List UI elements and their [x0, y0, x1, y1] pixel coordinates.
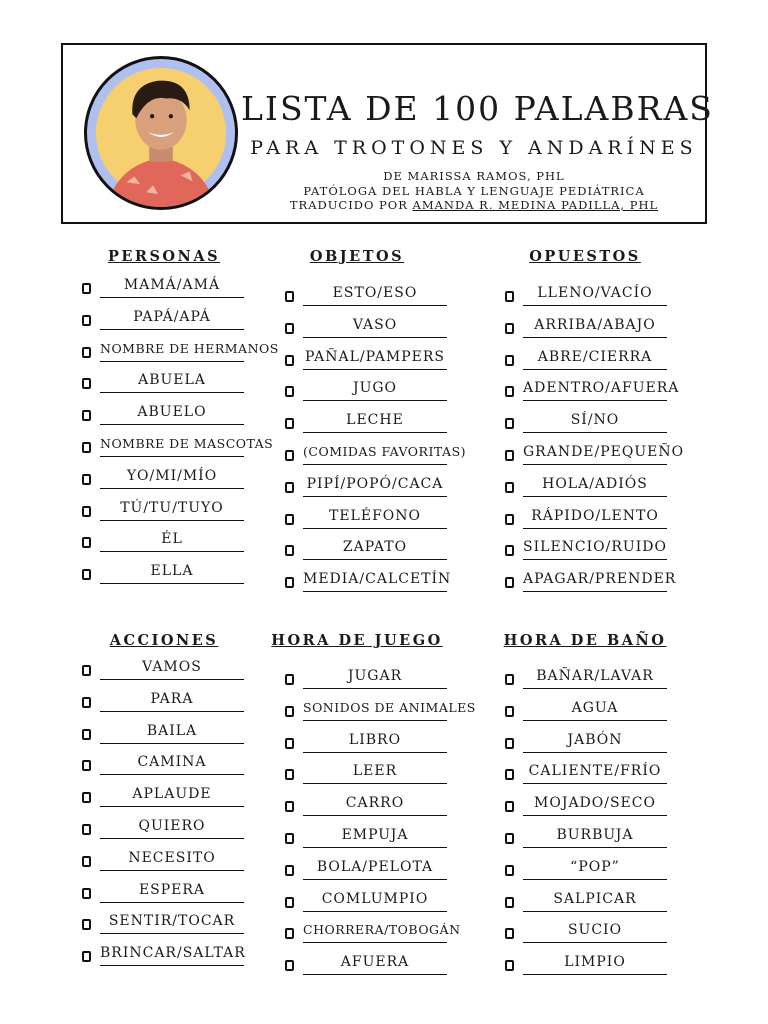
write-in-line [100, 743, 244, 744]
write-in-line [303, 752, 447, 753]
write-in-line [303, 815, 447, 816]
write-in-line [100, 392, 244, 393]
write-in-line [523, 688, 667, 689]
write-in-line [523, 337, 667, 338]
item-word: PAPÁ/APÁ [133, 308, 211, 325]
list-item [505, 762, 705, 786]
item-checkbox[interactable] [505, 291, 514, 302]
item-checkbox[interactable] [82, 856, 91, 867]
list-item [505, 699, 705, 723]
item-checkbox[interactable] [505, 674, 514, 685]
list-item [505, 826, 705, 850]
write-in-line [303, 879, 447, 880]
item-word: (COMIDAS FAVORITAS) [303, 444, 467, 459]
list-item [505, 507, 705, 531]
list-item [82, 785, 282, 809]
item-checkbox[interactable] [82, 824, 91, 835]
write-in-line [523, 432, 667, 433]
item-word: GRANDE/PEQUEÑO [523, 444, 685, 460]
item-word: SÍ/NO [570, 412, 620, 429]
list-item [505, 316, 705, 340]
section-title: HORA DE BAÑO [503, 632, 667, 649]
list-item [285, 538, 485, 562]
write-in-line [303, 942, 447, 943]
item-checkbox[interactable] [285, 514, 294, 525]
write-in-line [100, 965, 244, 966]
write-in-line [303, 432, 447, 433]
write-in-line [100, 583, 244, 584]
list-item [82, 753, 282, 777]
list-item [285, 316, 485, 340]
list-item [82, 817, 282, 841]
list-item [285, 667, 485, 691]
write-in-line [100, 774, 244, 775]
list-item [505, 953, 705, 977]
item-word: SUCIO [567, 922, 623, 939]
write-in-line [523, 496, 667, 497]
list-item [505, 411, 705, 435]
item-word: BOLA/PELOTA [316, 858, 434, 875]
write-in-line [523, 591, 667, 592]
item-word: AGUA [571, 699, 619, 716]
item-word: ÉL [161, 531, 183, 548]
list-item [505, 858, 705, 882]
item-checkbox[interactable] [82, 729, 91, 740]
item-word: JABÓN [567, 731, 623, 748]
item-checkbox[interactable] [82, 888, 91, 899]
list-item [82, 371, 282, 395]
item-checkbox[interactable] [285, 928, 294, 939]
list-item [285, 731, 485, 755]
item-checkbox[interactable] [82, 760, 91, 771]
list-item [285, 794, 485, 818]
item-checkbox[interactable] [285, 386, 294, 397]
write-in-line [100, 679, 244, 680]
item-word: LIBRO [348, 731, 402, 748]
item-checkbox[interactable] [285, 355, 294, 366]
list-item [285, 699, 485, 723]
write-in-line [303, 688, 447, 689]
section-title: PERSONAS [107, 248, 221, 265]
author-portrait-image [87, 59, 235, 207]
item-word: TÚ/TU/TUYO [120, 499, 224, 516]
list-item [505, 475, 705, 499]
list-item [82, 308, 282, 332]
item-checkbox[interactable] [82, 792, 91, 803]
item-word: CAMINA [137, 754, 207, 771]
item-word: COMLUMPIO [321, 890, 429, 907]
item-checkbox[interactable] [505, 355, 514, 366]
write-in-line [523, 815, 667, 816]
list-item [82, 722, 282, 746]
item-word: “POP” [570, 858, 620, 875]
item-word: SALPICAR [553, 890, 637, 907]
author-avatar [84, 56, 238, 210]
list-item [82, 690, 282, 714]
item-checkbox[interactable] [285, 897, 294, 908]
item-checkbox[interactable] [285, 833, 294, 844]
item-checkbox[interactable] [82, 569, 91, 580]
translator-link[interactable]: AMANDA R. MEDINA PADILLA, PHL [412, 198, 659, 212]
write-in-line [100, 488, 244, 489]
write-in-line [100, 711, 244, 712]
item-word: ARRIBA/ABAJO [534, 316, 656, 333]
item-checkbox[interactable] [285, 577, 294, 588]
list-item [285, 348, 485, 372]
author-line: DE MARISSA RAMOS, PHL [383, 169, 565, 183]
item-word: SENTIR/TOCAR [108, 913, 236, 930]
write-in-line [523, 847, 667, 848]
item-word: ZAPATO [342, 539, 408, 556]
item-word: PARA [150, 690, 194, 707]
write-in-line [523, 464, 667, 465]
item-checkbox[interactable] [285, 706, 294, 717]
write-in-line [303, 464, 447, 465]
list-item [505, 443, 705, 467]
item-checkbox[interactable] [82, 474, 91, 485]
item-word: BAÑAR/LAVAR [536, 668, 654, 684]
list-item [82, 435, 282, 459]
write-in-line [100, 329, 244, 330]
write-in-line [523, 974, 667, 975]
item-checkbox[interactable] [82, 378, 91, 389]
item-checkbox[interactable] [82, 919, 91, 930]
list-item [285, 570, 485, 594]
item-checkbox[interactable] [285, 769, 294, 780]
item-checkbox[interactable] [505, 769, 514, 780]
item-word: BURBUJA [556, 827, 634, 843]
write-in-line [303, 337, 447, 338]
item-word: ABUELO [137, 404, 207, 421]
write-in-line [303, 496, 447, 497]
item-checkbox[interactable] [285, 450, 294, 461]
item-word: LLENO/VACÍO [537, 285, 653, 301]
item-word: EMPUJA [341, 827, 409, 843]
write-in-line [303, 974, 447, 975]
item-checkbox[interactable] [505, 897, 514, 908]
list-item [505, 570, 705, 594]
item-word: BRINCAR/SALTAR [100, 945, 246, 962]
section-title: HORA DE JUEGO [271, 632, 443, 649]
section-title: ACCIONES [109, 632, 219, 649]
item-word: ESTO/ESO [332, 285, 418, 301]
item-checkbox[interactable] [505, 386, 514, 397]
write-in-line [100, 297, 244, 298]
write-in-line [100, 424, 244, 425]
item-checkbox[interactable] [285, 674, 294, 685]
item-checkbox[interactable] [285, 865, 294, 876]
write-in-line [523, 369, 667, 370]
item-checkbox[interactable] [82, 315, 91, 326]
item-word: LECHE [346, 412, 404, 429]
item-checkbox[interactable] [505, 450, 514, 461]
header-box [61, 43, 714, 224]
list-item [82, 276, 282, 300]
item-word: VAMOS [142, 659, 202, 675]
item-checkbox[interactable] [505, 482, 514, 493]
list-item [285, 443, 485, 467]
write-in-line [523, 879, 667, 880]
item-word: CHORRERA/TOBOGÁN [303, 922, 461, 938]
write-in-line [303, 783, 447, 784]
list-item [285, 890, 485, 914]
item-word: NECESITO [128, 849, 216, 866]
item-word: MOJADO/SECO [534, 795, 656, 812]
list-item [82, 881, 282, 905]
item-word: ELLA [150, 563, 194, 580]
list-item [505, 379, 705, 403]
item-checkbox[interactable] [505, 738, 514, 749]
item-checkbox[interactable] [505, 545, 514, 556]
list-item [285, 411, 485, 435]
list-item [285, 826, 485, 850]
list-item [82, 849, 282, 873]
item-word: PAÑAL/PAMPERS [305, 348, 445, 365]
list-item [82, 530, 282, 554]
item-word: CARRO [345, 795, 405, 812]
write-in-line [523, 720, 667, 721]
list-item [505, 731, 705, 755]
item-word: NOMBRE DE HERMANOS [100, 340, 279, 356]
write-in-line [523, 400, 667, 401]
item-word: APAGAR/PRENDER [523, 571, 677, 588]
list-item [82, 562, 282, 586]
translator-line [241, 198, 707, 212]
write-in-line [100, 361, 244, 362]
write-in-line [523, 911, 667, 912]
list-item [505, 890, 705, 914]
list-item [82, 658, 282, 682]
list-item [285, 953, 485, 977]
item-word: QUIERO [138, 818, 206, 834]
list-item [285, 858, 485, 882]
list-item [285, 284, 485, 308]
item-word: ABUELA [138, 372, 206, 389]
list-item [82, 403, 282, 427]
item-checkbox[interactable] [505, 418, 514, 429]
item-checkbox[interactable] [82, 697, 91, 708]
item-word: MAMÁ/AMÁ [123, 277, 221, 293]
item-checkbox[interactable] [285, 960, 294, 971]
section-title: OBJETOS [309, 248, 405, 265]
item-checkbox[interactable] [505, 801, 514, 812]
item-word: SILENCIO/RUIDO [523, 539, 667, 556]
write-in-line [303, 400, 447, 401]
list-item [285, 379, 485, 403]
translator-prefix: TRADUCIDO POR [289, 198, 413, 212]
item-checkbox[interactable] [285, 738, 294, 749]
list-item [505, 538, 705, 562]
item-word: SONIDOS DE ANIMALES [303, 699, 476, 715]
write-in-line [523, 752, 667, 753]
item-word: BAILA [146, 722, 198, 739]
list-item [285, 507, 485, 531]
item-word: YO/MI/MÍO [126, 467, 218, 484]
item-word: VASO [352, 316, 398, 333]
write-in-line [523, 305, 667, 306]
item-word: JUGO [352, 380, 398, 397]
write-in-line [303, 591, 447, 592]
item-checkbox[interactable] [285, 482, 294, 493]
list-item [505, 667, 705, 691]
item-word: LIMPIO [564, 954, 626, 971]
write-in-line [303, 847, 447, 848]
item-checkbox[interactable] [285, 323, 294, 334]
item-checkbox[interactable] [505, 577, 514, 588]
item-checkbox[interactable] [505, 960, 514, 971]
item-checkbox[interactable] [82, 283, 91, 294]
write-in-line [523, 942, 667, 943]
write-in-line [303, 559, 447, 560]
write-in-line [100, 870, 244, 871]
item-word: PIPÍ/POPÓ/CACA [306, 475, 444, 492]
page-subtitle: PARA TROTONES Y ANDARÍNES [250, 137, 698, 159]
item-checkbox[interactable] [505, 928, 514, 939]
item-checkbox[interactable] [505, 323, 514, 334]
item-checkbox[interactable] [82, 665, 91, 676]
write-in-line [523, 528, 667, 529]
write-in-line [303, 720, 447, 721]
write-in-line [523, 559, 667, 560]
list-item [82, 944, 282, 968]
item-checkbox[interactable] [505, 706, 514, 717]
write-in-line [523, 783, 667, 784]
write-in-line [100, 902, 244, 903]
item-checkbox[interactable] [285, 545, 294, 556]
item-word: APLAUDE [132, 786, 212, 803]
item-checkbox[interactable] [285, 418, 294, 429]
list-item [285, 921, 485, 945]
write-in-line [303, 305, 447, 306]
list-item [82, 467, 282, 491]
write-in-line [303, 528, 447, 529]
page-title: LISTA DE 100 PALABRAS [241, 89, 714, 128]
write-in-line [303, 911, 447, 912]
item-word: MEDIA/CALCETÍN [303, 571, 452, 588]
item-checkbox[interactable] [505, 865, 514, 876]
item-checkbox[interactable] [505, 833, 514, 844]
list-item [505, 348, 705, 372]
item-checkbox[interactable] [505, 514, 514, 525]
item-word: ESPERA [138, 881, 206, 898]
list-item [285, 475, 485, 499]
item-checkbox[interactable] [285, 801, 294, 812]
item-word: JUGAR [347, 668, 403, 684]
list-item [82, 912, 282, 936]
item-checkbox[interactable] [82, 410, 91, 421]
item-word: ABRE/CIERRA [537, 348, 653, 365]
list-item [505, 921, 705, 945]
item-checkbox[interactable] [82, 442, 91, 453]
item-word: TELÉFONO [329, 507, 421, 524]
item-word: HOLA/ADIÓS [542, 475, 648, 492]
list-item [82, 340, 282, 364]
list-item [505, 284, 705, 308]
list-item [82, 499, 282, 523]
item-word: AFUERA [340, 954, 410, 971]
item-checkbox[interactable] [82, 347, 91, 358]
item-checkbox[interactable] [285, 291, 294, 302]
author-role: PATÓLOGA DEL HABLA Y LENGUAJE PEDIÁTRICA [303, 184, 645, 198]
item-checkbox[interactable] [82, 537, 91, 548]
write-in-line [100, 933, 244, 934]
write-in-line [100, 838, 244, 839]
write-in-line [100, 456, 244, 457]
section-title: OPUESTOS [529, 248, 641, 265]
item-checkbox[interactable] [82, 506, 91, 517]
item-word: RÁPIDO/LENTO [531, 507, 659, 524]
item-checkbox[interactable] [82, 951, 91, 962]
item-word: NOMBRE DE MASCOTAS [100, 436, 274, 451]
item-word: ADENTRO/AFUERA [523, 380, 680, 397]
write-in-line [100, 520, 244, 521]
item-word: LEER [352, 763, 398, 780]
item-word: CALIENTE/FRÍO [528, 763, 662, 780]
list-item [285, 762, 485, 786]
write-in-line [100, 806, 244, 807]
list-item [505, 794, 705, 818]
write-in-line [303, 369, 447, 370]
write-in-line [100, 551, 244, 552]
